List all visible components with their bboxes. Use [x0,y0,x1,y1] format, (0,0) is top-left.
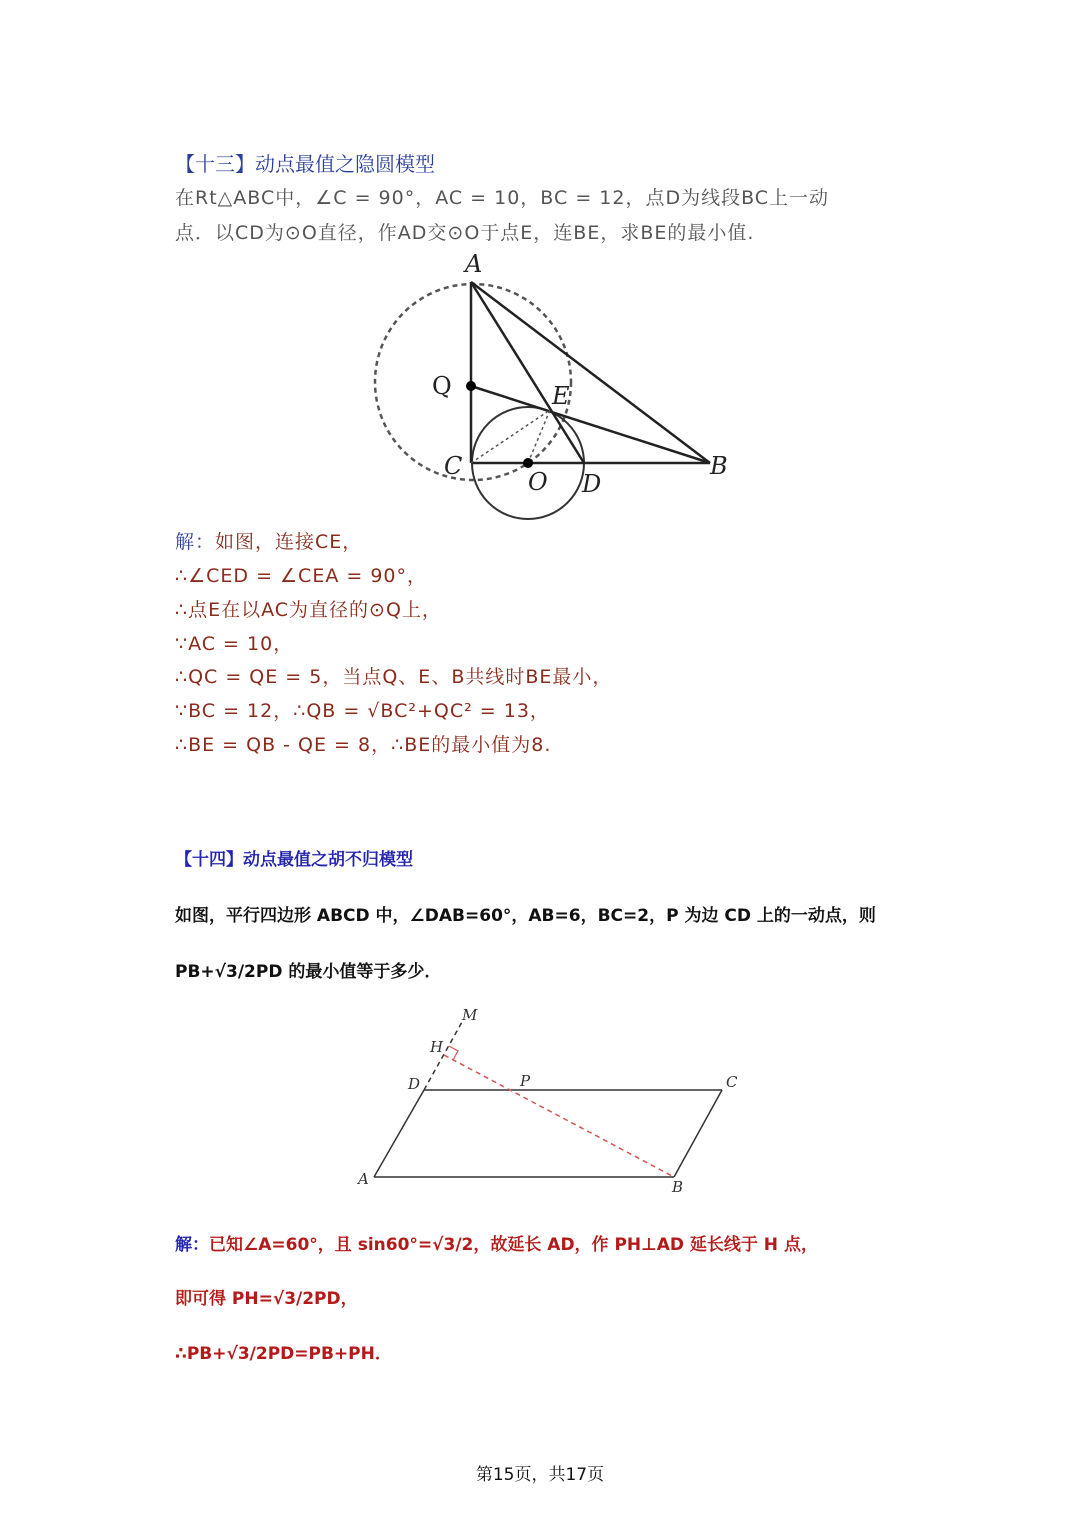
label-e: E [552,382,570,410]
point-q [466,381,476,391]
problem-14-figure [350,1000,750,1200]
extension-ad-dashed [424,1022,462,1090]
solution-14-jie: 解： [175,1235,209,1255]
page-number-footer: 第15页，共17页 [475,1465,605,1485]
solution-13-line-4: ∵AC = 10， [175,633,294,655]
problem-13-title: 【十三】动点最值之隐圆模型 [175,152,435,176]
segment-bc [674,1090,722,1177]
segment-ad [471,282,584,463]
segment-ab [471,282,710,463]
segment-hb-dashed [444,1055,674,1177]
label-b: B [672,1178,684,1196]
label-p: P [520,1072,531,1090]
problem-14-text-line-1: 如图，平行四边形 ABCD 中，∠DAB=60°，AB=6，BC=2，P 为边 CD 上的一动点，则 [175,906,876,926]
solution-13-line-5: ∴QC = QE = 5，当点Q、E、B共线时BE最小， [175,666,613,688]
solution-13-line-3: ∴点E在以AC为直径的⊙Q上， [175,599,442,621]
problem-14-title: 【十四】动点最值之胡不归模型 [175,850,413,870]
problem-13-text-line-1: 在Rt△ABC中，∠C = 90°，AC = 10，BC = 12，点D为线段BC上一动 [175,187,830,209]
solution-14-line-2: 即可得 PH=√3/2PD， [175,1289,358,1309]
solution-13-line-2: ∴∠CED = ∠CEA = 90°， [175,565,428,587]
solution-13-line-1-text: 如图，连接CE， [215,531,363,553]
label-a: A [358,1170,369,1188]
label-c: C [444,452,463,480]
label-h: H [430,1038,444,1056]
label-d: D [408,1075,421,1093]
label-a: A [465,250,483,278]
right-angle-mark [449,1046,458,1060]
label-m: M [462,1006,478,1024]
label-b: B [710,452,728,480]
solution-13-jie: 解： [175,531,216,553]
solution-14-line-1-text: 已知∠A=60°，且 sin60°=√3/2，故延长 AD，作 PH⊥AD 延长线于 H 点， [209,1235,818,1255]
label-o: O [528,468,548,496]
label-c: C [726,1073,738,1091]
solution-13-line-6: ∵BC = 12，∴QB = √BC²+QC² = 13， [175,700,550,722]
solution-13-line-7: ∴BE = QB - QE = 8，∴BE的最小值为8. [175,734,552,756]
point-o [523,458,533,468]
solution-14-line-3: ∴PB+√3/2PD=PB+PH． [175,1344,392,1364]
problem-13-figure [360,248,760,528]
problem-13-text-line-2: 点．以CD为⊙O直径，作AD交⊙O于点E，连BE，求BE的最小值. [175,222,755,244]
segment-ad [374,1090,424,1177]
segment-qb [471,386,710,463]
solution-14-line-1 [175,1230,818,1255]
solution-13-line-1 [175,527,362,554]
label-d: D [582,470,602,498]
label-q: Q [432,372,452,400]
problem-14-text-line-2: PB+√3/2PD 的最小值等于多少． [175,962,442,982]
